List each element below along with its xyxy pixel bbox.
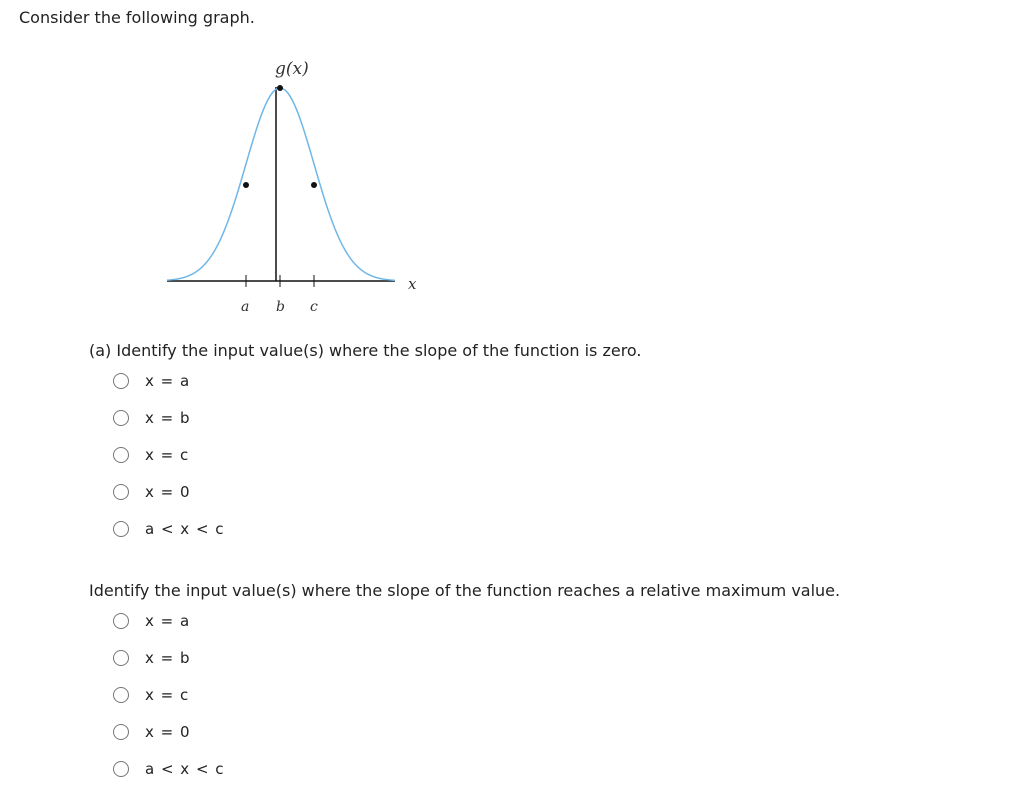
option-label[interactable]: a < x < c (145, 759, 225, 778)
question-b-prompt: Identify the input value(s) where the slope of the function reaches a relative maximum value. (89, 581, 841, 600)
label-c: c (310, 299, 318, 315)
radio-button[interactable] (113, 724, 129, 740)
intro-text: Consider the following graph. (19, 8, 255, 27)
question-a-options (113, 369, 225, 554)
option-label[interactable]: x = a (145, 371, 191, 390)
option-label[interactable]: x = c (145, 685, 190, 704)
option-label[interactable]: x = 0 (145, 482, 191, 501)
option-item[interactable] (113, 517, 225, 554)
label-a: a (241, 299, 250, 315)
option-item[interactable] (113, 757, 225, 794)
option-item[interactable] (113, 609, 225, 646)
option-label[interactable]: x = b (145, 408, 191, 427)
inflection-point-c (311, 182, 317, 188)
graph-svg (160, 48, 440, 328)
question-a-prompt: (a) Identify the input value(s) where the slope of the function is zero. (89, 341, 642, 360)
question-b-options (113, 609, 225, 794)
option-item[interactable] (113, 683, 225, 720)
function-label: g(x) (275, 59, 309, 79)
radio-button[interactable] (113, 447, 129, 463)
option-item[interactable] (113, 480, 225, 517)
radio-button[interactable] (113, 410, 129, 426)
graph-figure (160, 48, 440, 332)
radio-button[interactable] (113, 650, 129, 666)
inflection-point-a (243, 182, 249, 188)
option-label[interactable]: x = a (145, 611, 191, 630)
radio-button[interactable] (113, 373, 129, 389)
option-label[interactable]: x = b (145, 648, 191, 667)
label-b: b (276, 299, 285, 315)
radio-button[interactable] (113, 687, 129, 703)
radio-button[interactable] (113, 761, 129, 777)
bell-curve (167, 88, 395, 280)
option-item[interactable] (113, 406, 225, 443)
option-item[interactable] (113, 720, 225, 757)
radio-button[interactable] (113, 613, 129, 629)
option-item[interactable] (113, 369, 225, 406)
radio-button[interactable] (113, 521, 129, 537)
radio-button[interactable] (113, 484, 129, 500)
option-label[interactable]: x = 0 (145, 722, 191, 741)
option-item[interactable] (113, 646, 225, 683)
peak-point (277, 85, 283, 91)
option-label[interactable]: a < x < c (145, 519, 225, 538)
option-label[interactable]: x = c (145, 445, 190, 464)
option-item[interactable] (113, 443, 225, 480)
x-axis-label: x (408, 275, 417, 293)
